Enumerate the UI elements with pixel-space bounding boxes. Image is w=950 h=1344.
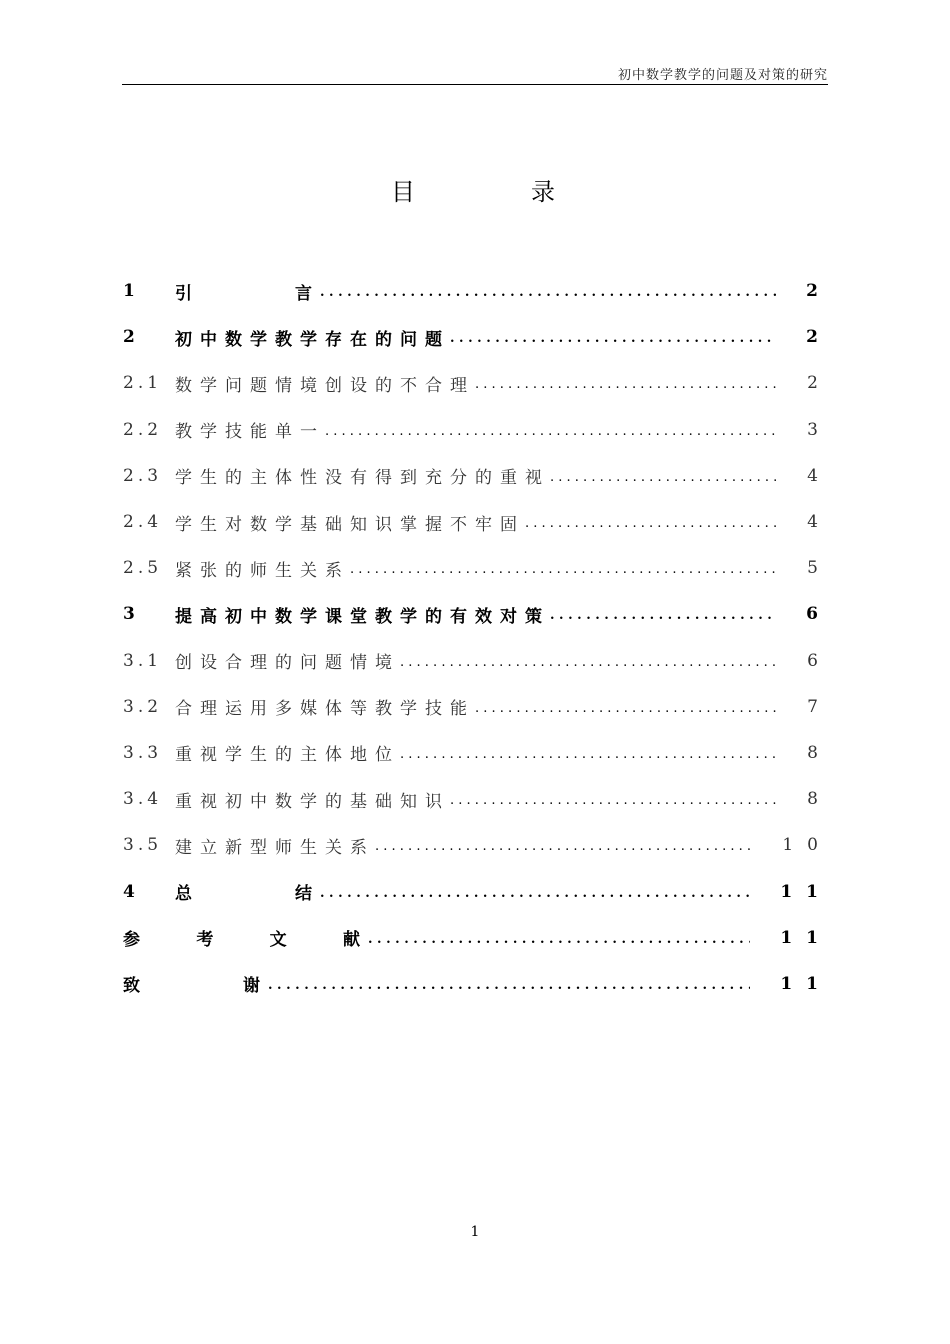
leader-dots	[450, 327, 776, 347]
leader-dots	[325, 420, 777, 440]
toc-entry-title: 教学技能单一	[175, 422, 325, 443]
toc-entry[interactable]	[123, 961, 832, 1007]
toc-entry-page: 10	[782, 835, 832, 856]
leader-dots	[320, 882, 750, 902]
toc-entry-number: 3.1	[123, 650, 163, 671]
toc-title-left: 目	[391, 178, 419, 206]
toc-entry-title-char: 言	[295, 283, 320, 304]
toc-entry-page: 4	[807, 512, 828, 533]
toc-entry[interactable]	[123, 730, 828, 776]
leader-dots	[475, 373, 777, 393]
leader-dots	[375, 835, 752, 855]
toc-entry-title-char: 考	[196, 930, 222, 951]
toc-entry[interactable]	[123, 545, 828, 591]
toc-entry-title: 初中数学教学存在的问题	[175, 329, 450, 350]
toc-title-right: 录	[531, 178, 559, 206]
toc-entry-title	[123, 971, 268, 996]
toc-entry-page: 2	[806, 281, 828, 302]
toc-entry-title-char: 致	[123, 976, 148, 997]
toc-entry[interactable]	[123, 591, 828, 637]
toc-entry-number: 3.5	[123, 835, 163, 856]
toc-entry-number: 2	[123, 327, 139, 348]
toc-entry[interactable]	[123, 499, 828, 545]
toc-entry-title	[175, 879, 320, 904]
page-number: 1	[470, 1224, 480, 1240]
toc-entry-number: 2.3	[123, 465, 163, 486]
table-of-contents	[123, 268, 832, 1007]
toc-entry-title: 重视学生的主体地位	[175, 745, 400, 766]
toc-entry[interactable]	[123, 360, 828, 406]
toc-entry-title: 合理运用多媒体等教学技能	[175, 699, 475, 720]
toc-entry-page: 11	[780, 881, 832, 902]
toc-entry-title-char: 谢	[243, 976, 268, 997]
toc-entry[interactable]	[123, 407, 828, 453]
toc-entry-title: 紧张的师生关系	[175, 560, 350, 581]
toc-entry-number: 3.3	[123, 742, 163, 763]
leader-dots	[550, 604, 776, 624]
toc-entry-page: 2	[806, 327, 828, 348]
toc-entry-title: 建立新型师生关系	[175, 837, 375, 858]
toc-entry-number: 3	[123, 604, 139, 625]
toc-entry-page: 2	[807, 373, 828, 394]
running-header: 初中数学教学的问题及对策的研究	[617, 68, 828, 83]
toc-entry-title-char: 文	[269, 930, 295, 951]
toc-entry-number: 2.5	[123, 558, 163, 579]
toc-entry-page: 8	[807, 742, 828, 763]
toc-entry[interactable]	[123, 868, 832, 914]
toc-entry-number: 2.4	[123, 512, 163, 533]
toc-entry[interactable]	[123, 638, 828, 684]
leader-dots	[320, 281, 776, 301]
toc-entry-number: 2.2	[123, 419, 163, 440]
toc-entry-title: 创设合理的问题情境	[175, 653, 400, 674]
toc-entry-title-char: 结	[295, 884, 320, 905]
leader-dots	[268, 974, 750, 994]
toc-entry-title	[175, 279, 320, 304]
toc-entry-number: 2.1	[123, 373, 163, 394]
leader-dots	[350, 558, 777, 578]
toc-entry[interactable]	[123, 915, 832, 961]
toc-entry-title-char: 总	[175, 884, 200, 905]
toc-entry-number: 4	[123, 881, 139, 902]
toc-entry[interactable]	[123, 684, 828, 730]
toc-title	[0, 172, 950, 207]
toc-entry-page: 6	[807, 650, 828, 671]
toc-entry-number: 3.4	[123, 789, 163, 810]
toc-entry-title: 重视初中数学的基础知识	[175, 791, 450, 812]
leader-dots	[400, 743, 777, 763]
toc-entry[interactable]	[123, 314, 828, 360]
toc-entry-title	[123, 925, 368, 950]
toc-entry[interactable]	[123, 822, 832, 868]
toc-entry-title-char: 引	[175, 283, 200, 304]
toc-entry-number: 3.2	[123, 696, 163, 717]
toc-entry[interactable]	[123, 268, 828, 314]
toc-entry-title: 数学问题情境创设的不合理	[175, 375, 475, 396]
toc-entry-title: 学生对数学基础知识掌握不牢固	[175, 514, 525, 535]
toc-entry-page: 8	[807, 789, 828, 810]
leader-dots	[525, 512, 777, 532]
leader-dots	[450, 789, 777, 809]
toc-entry-title-char: 参	[123, 930, 148, 951]
toc-entry-number: 1	[123, 281, 139, 302]
toc-entry-page: 5	[807, 558, 828, 579]
toc-entry-page: 6	[806, 604, 828, 625]
toc-entry-page: 4	[807, 465, 828, 486]
toc-entry-title: 学生的主体性没有得到充分的重视	[175, 468, 550, 489]
leader-dots	[400, 651, 777, 671]
leader-dots	[475, 697, 777, 717]
toc-entry-page: 7	[807, 696, 828, 717]
toc-entry-page: 3	[807, 419, 828, 440]
toc-entry[interactable]	[123, 453, 828, 499]
header-rule	[122, 84, 828, 85]
toc-entry[interactable]	[123, 776, 828, 822]
toc-entry-page: 11	[780, 973, 832, 994]
leader-dots	[368, 928, 750, 948]
toc-entry-title: 提高初中数学课堂教学的有效对策	[175, 606, 550, 627]
toc-entry-page: 11	[780, 927, 832, 948]
leader-dots	[550, 466, 777, 486]
toc-entry-title-char: 献	[342, 930, 368, 951]
